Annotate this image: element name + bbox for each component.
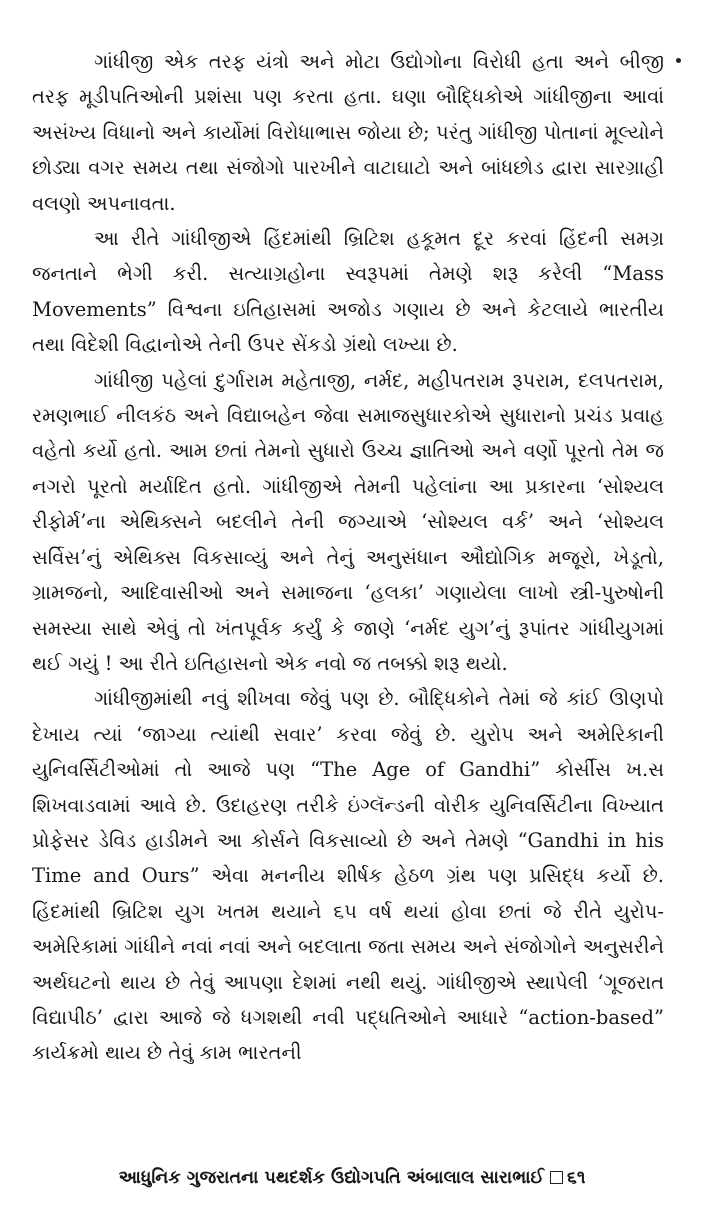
square-box-icon	[550, 1171, 563, 1184]
page-footer	[0, 1166, 704, 1190]
paragraph-4: ગાંધીજીમાંથી નવું શીખવા જેવું પણ છે. બૌદ્ધિકોને તેમાં જે કાંઈ ઊણપો દેખાય ત્યાં ‘જાગ્યા ત્યાંથી સવાર’ કરવા જેવું છે. યુરોપ અને અમેરિકાની યુનિવર્સિટીઓમાં તો આજે પણ “The Age of Gandhi” કોર્સીસ ખ.સ શિખવાડવામાં આવે છે. ઉદાહરણ તરીકે ઇંગ્લૅન્ડની વોરીક યુનિવર્સિટીના વિખ્યાત પ્રોફેસર ડેવિડ હાડીમને આ કોર્સને વિકસાવ્યો છે અને તેમણે “Gandhi in his Time and Ours” એવા મનનીય શીર્ષક હેઠળ ગ્રંથ પણ પ્રસિદ્ધ કર્યો છે. હિંદમાંથી બ્રિટિશ યુગ ખતમ થયાને ૬૫ વર્ષ થયાં હોવા છતાં જે રીતે યુરોપ-અમેરિકામાં ગાંધીને નવાં નવાં અને બદલાતા જતા સમય અને સંજોગોને અનુસરીને અર્થઘટનો થાય છે તેવું આપણા દેશમાં નથી થયું. ગાંધીજીએ સ્થાપેલી ‘ગૂજરાત વિદ્યાપીઠ’ દ્વારા આજે જે ધગશથી નવી પદ્ધતિઓને આધારે “action-based” કાર્યક્રમો થાય છે તેવું કામ ભારતની	[32, 687, 664, 1065]
margin-dot-mark	[676, 58, 681, 63]
page-number: ૬૧	[567, 1168, 586, 1188]
paragraph-1: ગાંધીજી એક તરફ યંત્રો અને મોટા ઉદ્યોગોના વિરોધી હતા અને બીજી તરફ મૂડીપતિઓની પ્રશંસા પણ કરતા હતા. ઘણા બૌદ્ધિકોએ ગાંધીજીના આવાં અસંખ્ય વિધાનો અને કાર્યોમાં વિરોધાભાસ જોયા છે; પરંતુ ગાંધીજી પોતાનાં મૂલ્યોને છોડ્યા વગર સમય તથા સંજોગો પારખીને વાટાઘાટો અને બાંધછોડ દ્વારા સારગ્રાહી વલણો અપનાવતા.	[32, 50, 664, 215]
paragraph-3: ગાંધીજી પહેલાં દુર્ગારામ મહેતાજી, નર્મદ, મહીપતરામ રૂપરામ, દલપતરામ, રમણભાઈ નીલકંઠ અને વિદ્યાબહેન જેવા સમાજસુધારકોએ સુધારાનો પ્રચંડ પ્રવાહ વહેતો કર્યો હતો. આમ છતાં તેમનો સુધારો ઉચ્ચ જ્ઞાતિઓ અને વર્ણો પૂરતો તેમ જ નગરો પૂરતો મર્યાદિત હતો. ગાંધીજીએ તેમની પહેલાંના આ પ્રકારના ‘સોશ્યલ રીફોર્મ’ના એથિક્સને બદલીને તેની જગ્યાએ ‘સોશ્યલ વર્ક’ અને ‘સોશ્યલ સર્વિસ’નું એથિક્સ વિકસાવ્યું અને તેનું અનુસંધાન ઔદ્યોગિક મજૂરો, ખેડૂતો, ગ્રામજનો, આદિવાસીઓ અને સમાજના ‘હલકા’ ગણાયેલા લાખો સ્ત્રી-પુરુષોની સમસ્યા સાથે એવું તો ખંતપૂર્વક કર્યું કે જાણે ‘નર્મદ યુગ’નું રૂપાંતર ગાંધીયુગમાં થઈ ગયું ! આ રીતે ઇતિહાસનો એક નવો જ તબક્કો શરૂ થયો.	[32, 368, 664, 675]
paragraph-2: આ રીતે ગાંધીજીએ હિંદમાંથી બ્રિટિશ હકૂમત દૂર કરવાં હિંદની સમગ્ર જનતાને ભેગી કરી. સત્યાગ્રહોના સ્વરૂપમાં તેમણે શરૂ કરેલી “Mass Movements” વિશ્વના ઇતિહાસમાં અજોડ ગણાય છે અને કેટલાયે ભારતીય તથા વિદેશી વિદ્વાનોએ તેની ઉપર સેંકડો ગ્રંથો લખ્યા છે.	[32, 227, 664, 357]
body-text	[32, 44, 664, 1071]
running-title: આધુનિક ગુજરાતના પથદર્શક ઉદ્યોગપતિ અંબાલાલ સારાભાઈ	[118, 1168, 545, 1188]
